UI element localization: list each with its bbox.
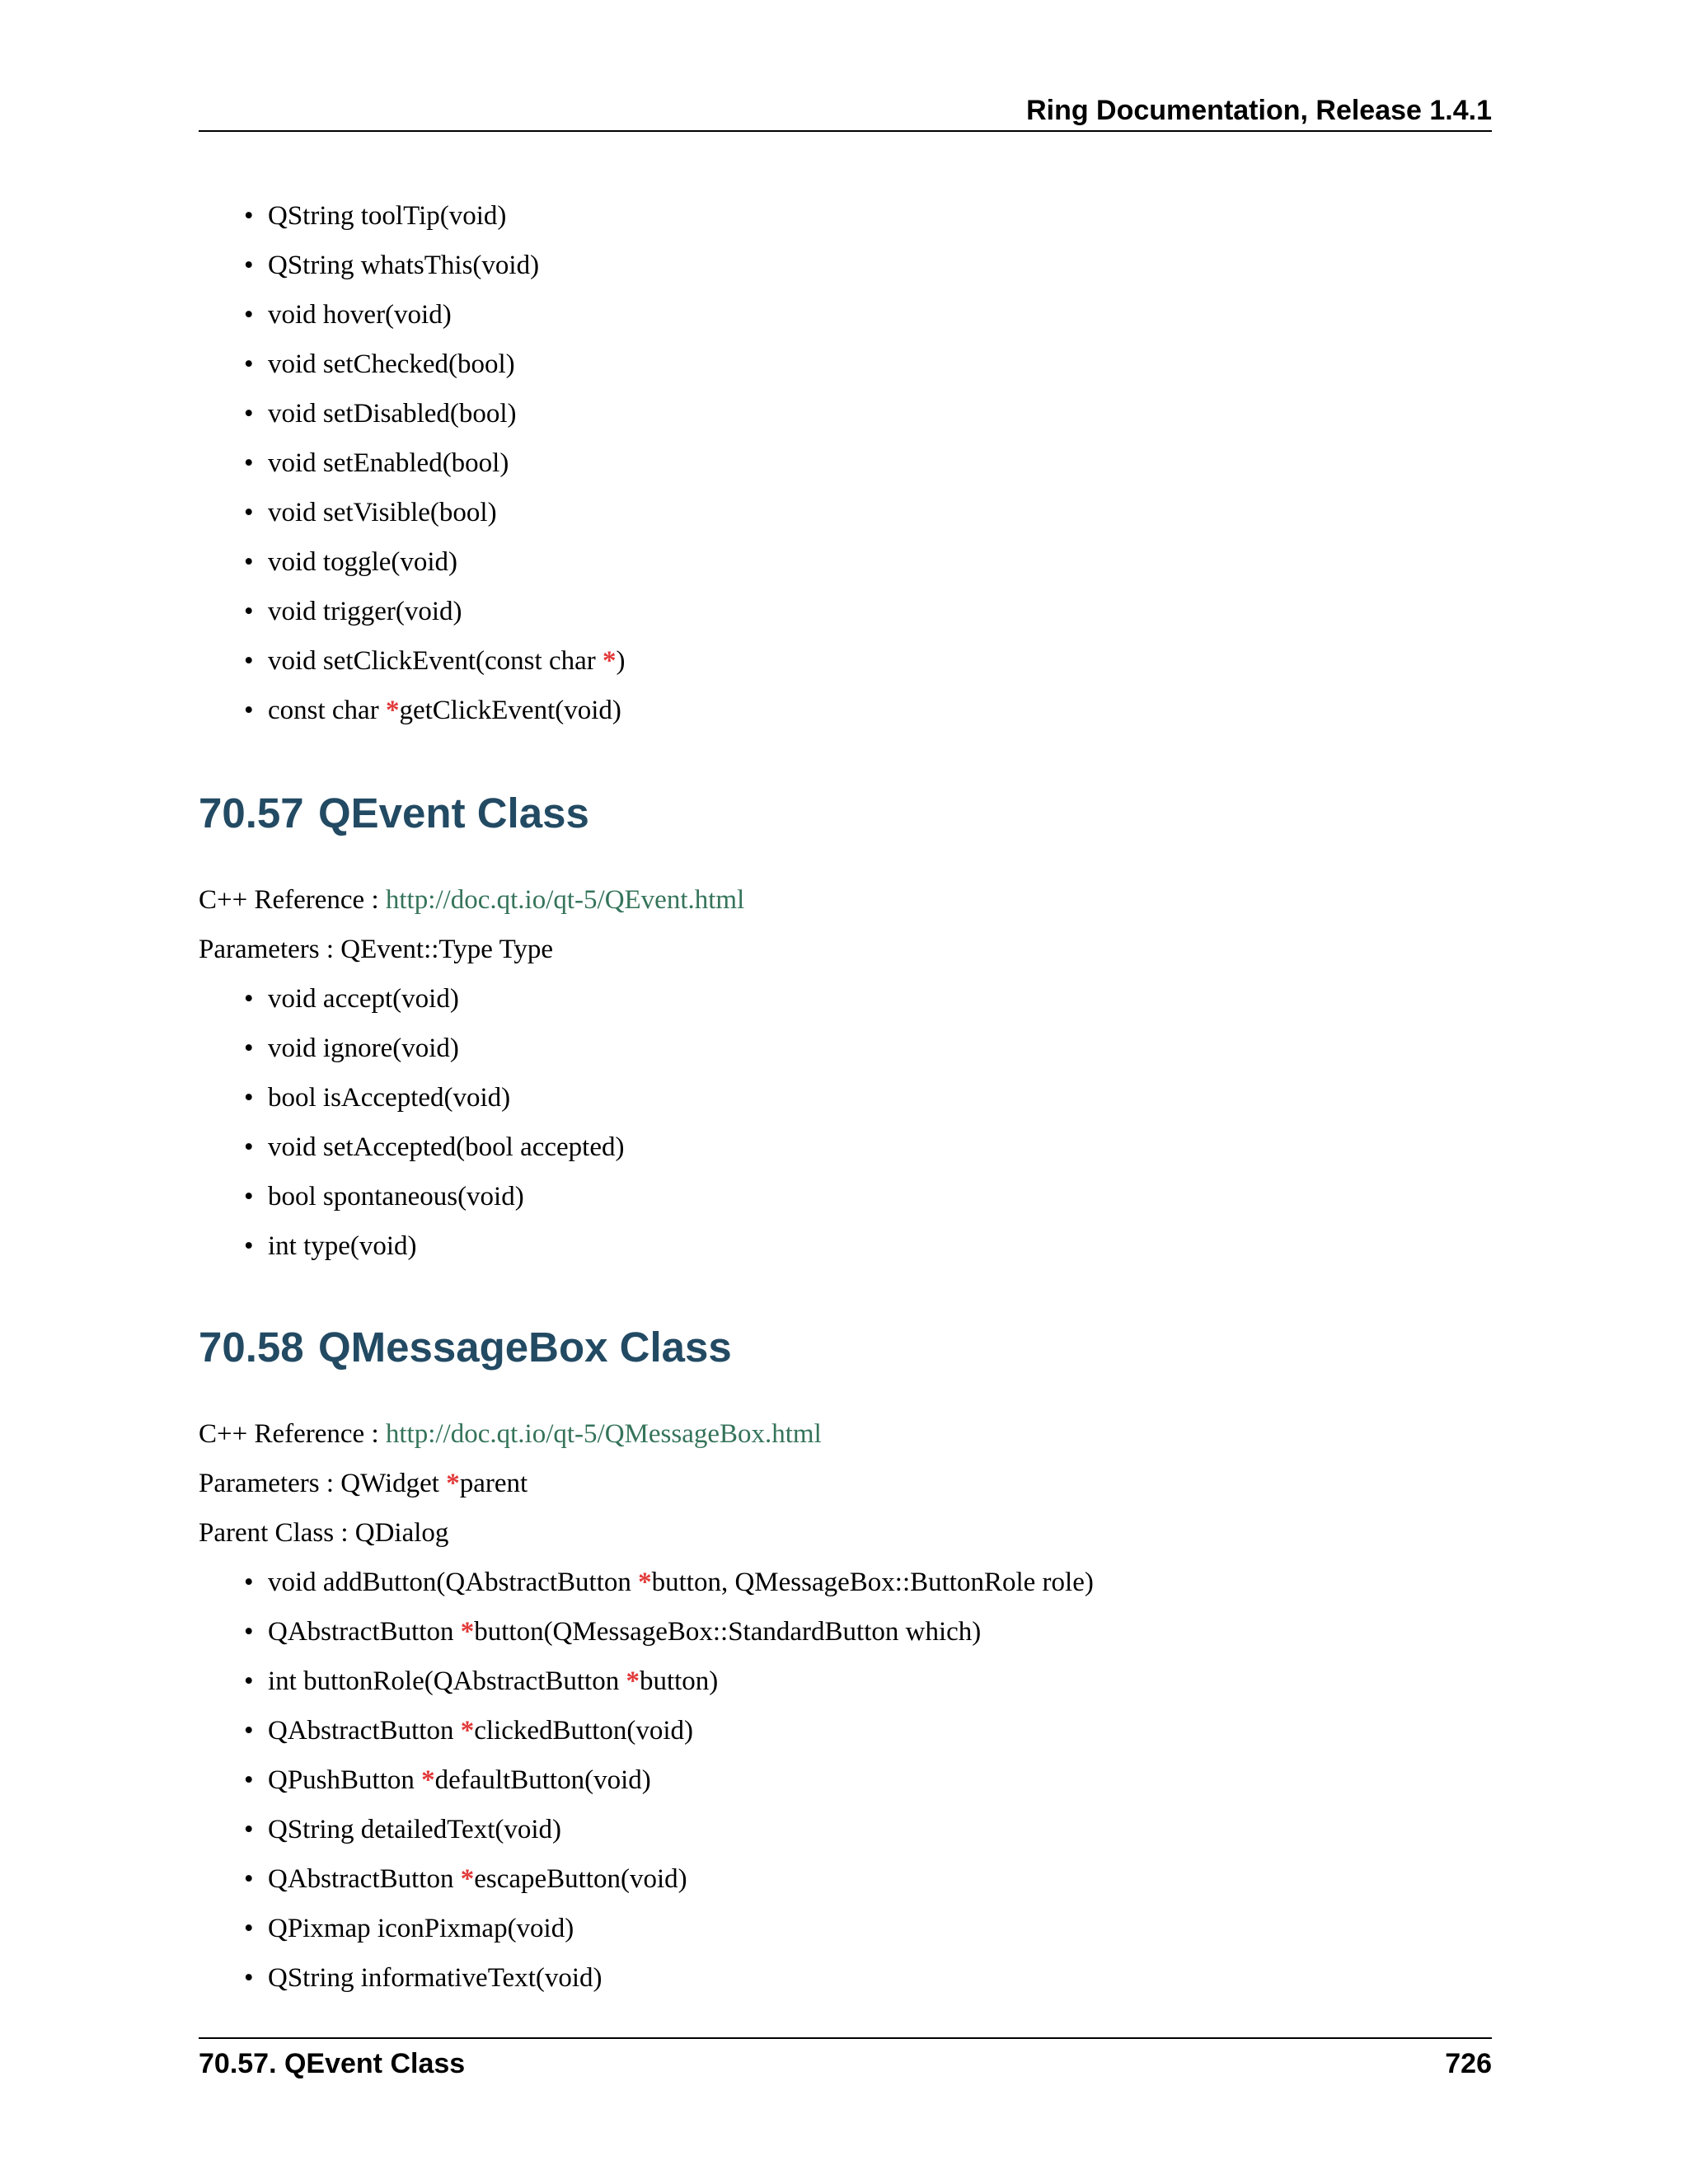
bullet: •: [244, 547, 254, 577]
pointer-asterisk: *: [638, 1568, 652, 1597]
bullet: •: [244, 399, 254, 429]
bullet: •: [244, 1716, 254, 1746]
bullet: •: [244, 1231, 254, 1261]
bullet: •: [244, 1864, 254, 1894]
bullet: •: [244, 300, 254, 330]
bullet: •: [244, 1765, 254, 1795]
bullet: •: [244, 1568, 254, 1597]
bullet: •: [244, 1963, 254, 1993]
bullet: •: [244, 696, 254, 725]
bullet: •: [244, 201, 254, 231]
bullet: •: [244, 1182, 254, 1212]
bullet: •: [244, 1617, 254, 1647]
bullet: •: [244, 1914, 254, 1943]
pointer-asterisk: *: [446, 1469, 460, 1498]
bullet: •: [244, 1132, 254, 1162]
bullet: •: [244, 1083, 254, 1113]
qmessagebox-reference-link[interactable]: http://doc.qt.io/qt-5/QMessageBox.html: [385, 1419, 822, 1449]
bullet: •: [244, 251, 254, 280]
bullet: •: [244, 1033, 254, 1063]
bullet: •: [244, 984, 254, 1014]
bullet: •: [244, 498, 254, 527]
parent-class-line: Parent Class : QDialog: [199, 1518, 449, 1548]
pointer-asterisk: *: [460, 1617, 475, 1647]
cpp-reference-line: C++ Reference : http://doc.qt.io/qt-5/QMessageBox.html: [199, 1419, 822, 1449]
pointer-asterisk: *: [602, 646, 617, 676]
bullet: •: [244, 448, 254, 478]
cpp-reference-line: C++ Reference : http://doc.qt.io/qt-5/QEvent.html: [199, 885, 745, 915]
running-header: Ring Documentation, Release 1.4.1: [1026, 95, 1492, 126]
footer-section-title: 70.57. QEvent Class: [199, 2048, 466, 2079]
bullet: •: [244, 1666, 254, 1696]
bullet: •: [244, 349, 254, 379]
qevent-reference-link[interactable]: http://doc.qt.io/qt-5/QEvent.html: [385, 885, 745, 915]
pointer-asterisk: *: [460, 1864, 475, 1894]
section-heading-qmessagebox: 70.58 QMessageBox Class: [199, 1324, 732, 1371]
parameters-line: Parameters : QWidget *parent: [199, 1469, 528, 1498]
bullet: •: [244, 1815, 254, 1844]
pointer-asterisk: *: [626, 1666, 640, 1696]
pointer-asterisk: *: [385, 696, 400, 725]
bullet: •: [244, 597, 254, 626]
parameters-line: Parameters : QEvent::Type Type: [199, 935, 554, 964]
header-divider: [199, 130, 1492, 132]
page-number: 726: [1445, 2048, 1492, 2079]
bullet: •: [244, 646, 254, 676]
section-heading-qevent: 70.57 QEvent Class: [199, 790, 589, 837]
pointer-asterisk: *: [460, 1716, 475, 1746]
pointer-asterisk: *: [421, 1765, 435, 1795]
running-footer: [199, 2039, 1492, 2088]
